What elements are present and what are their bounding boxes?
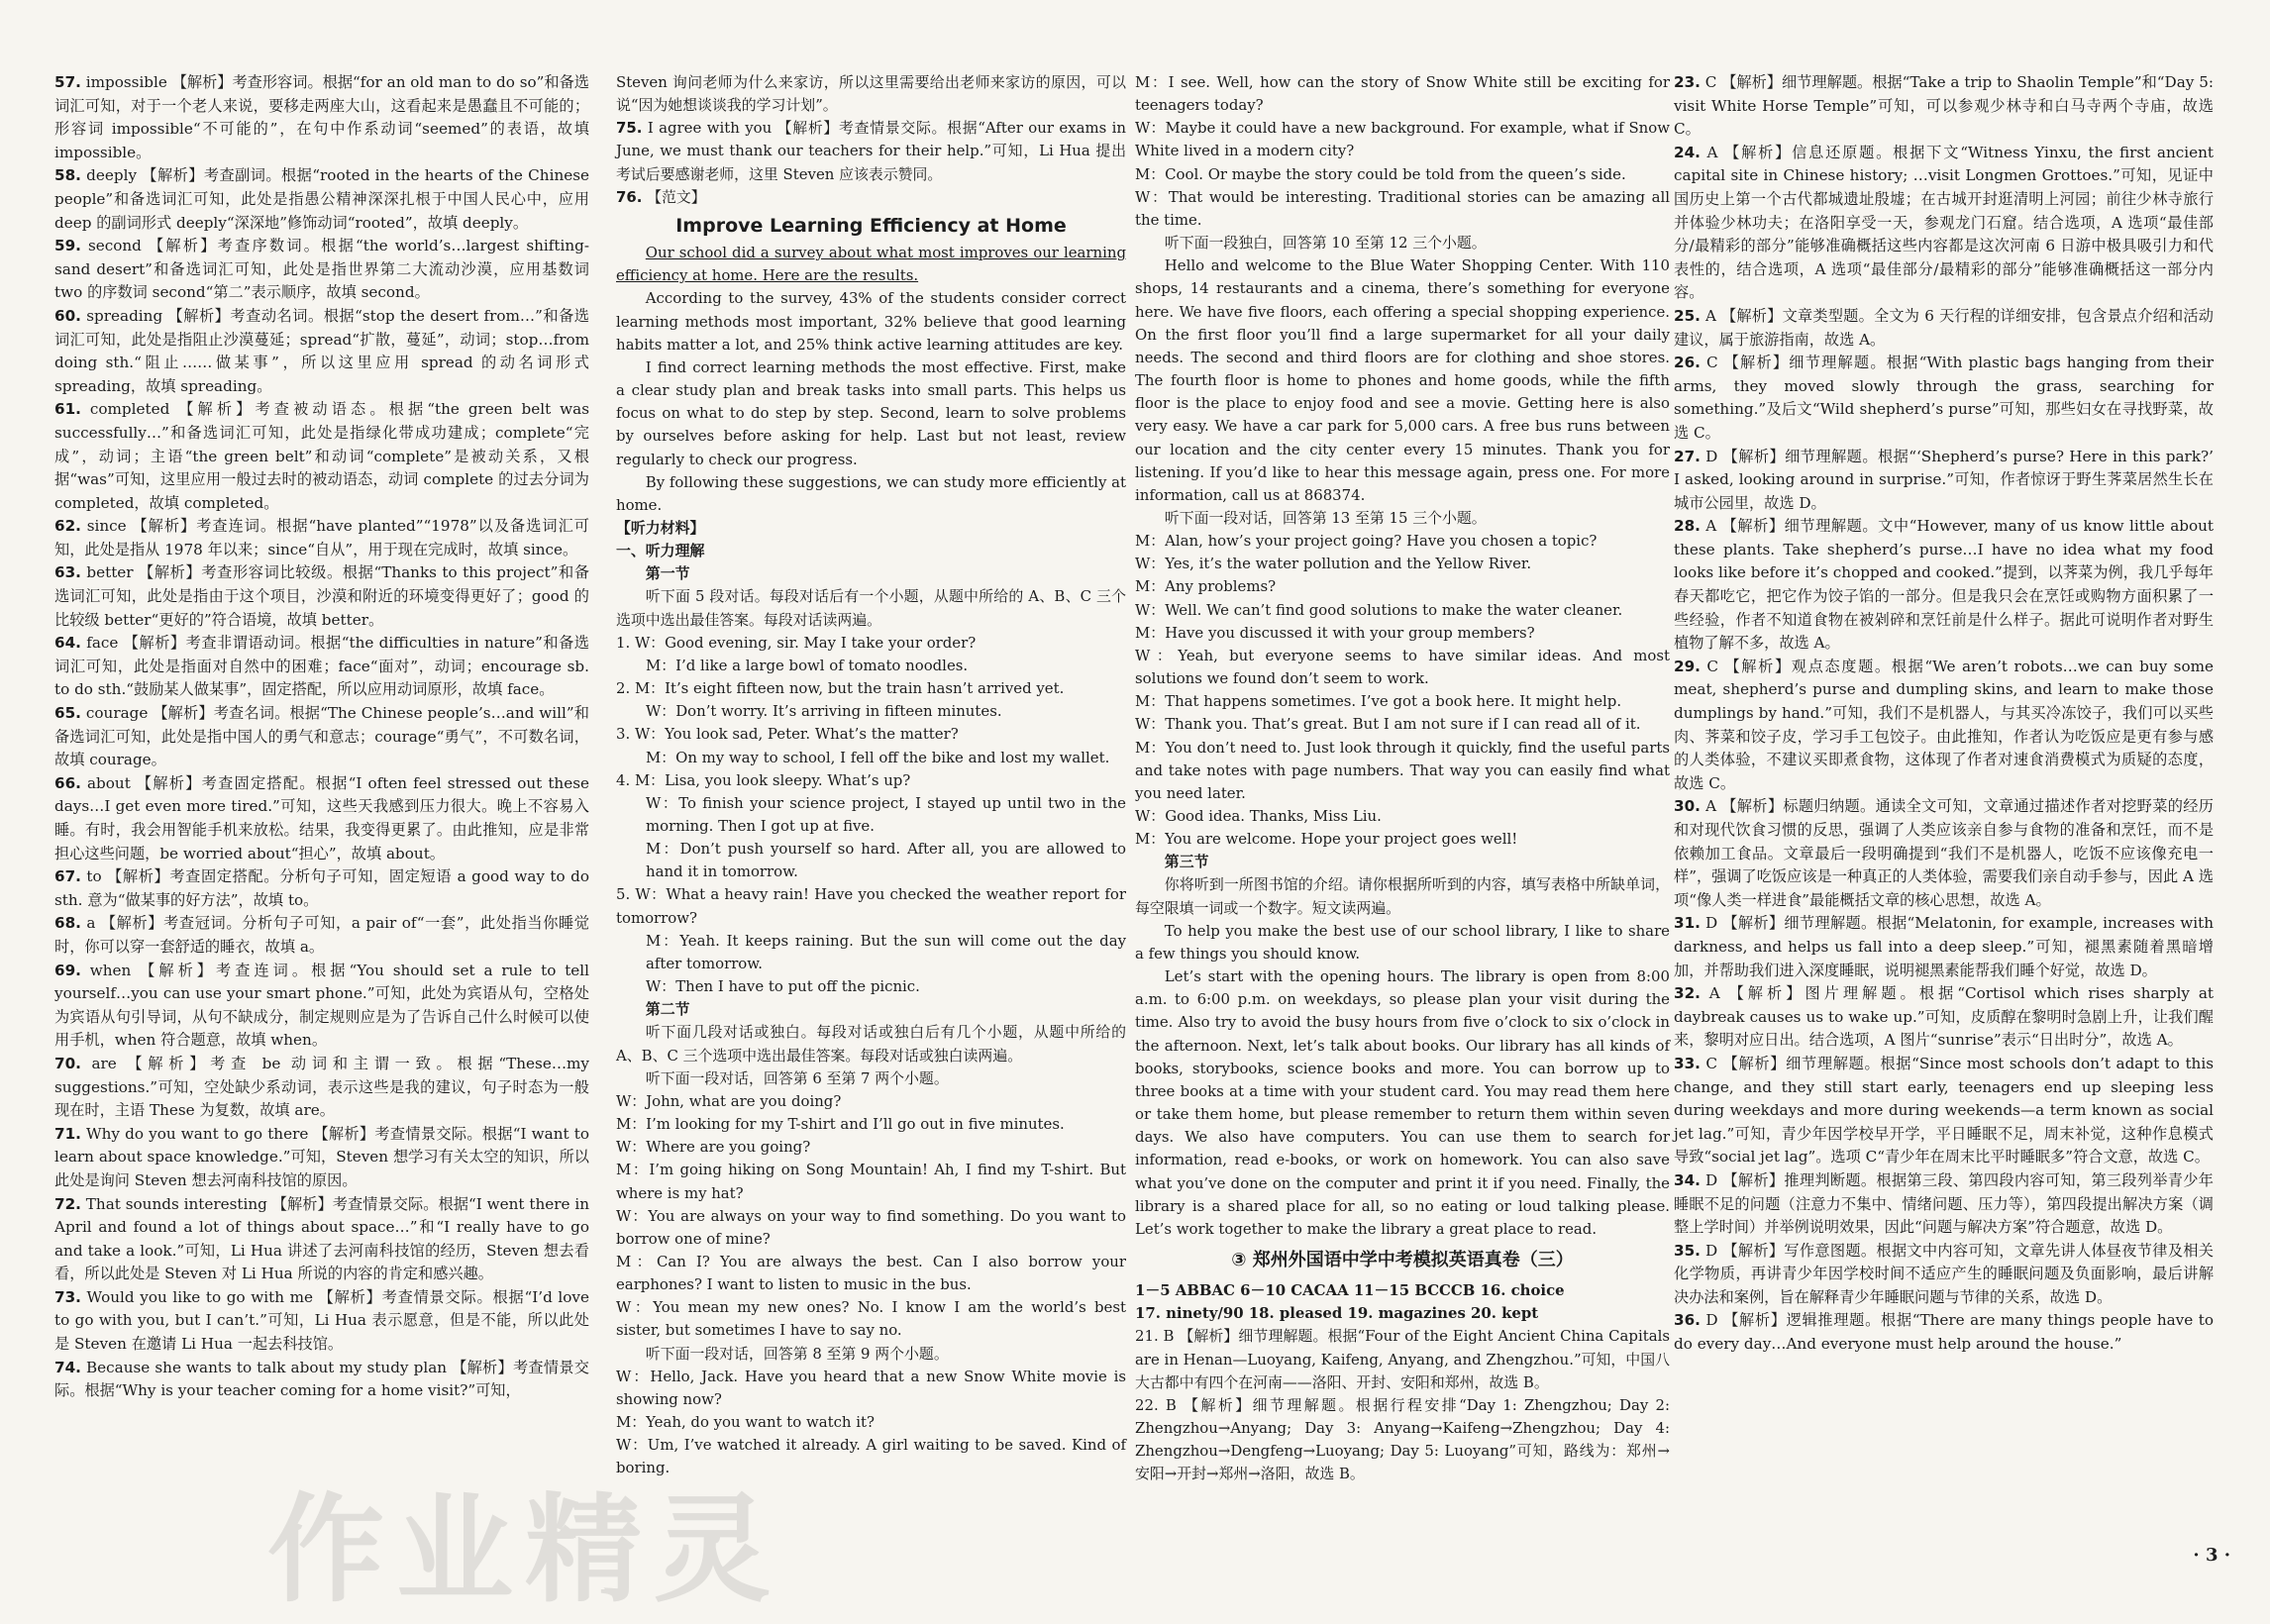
answer-text: C 【解析】细节理解题。根据“With plastic bags hanging from their arms, they moved slowly through the grass, searching for something.”及后文“Wild shepherd’s purse”可知，那些妇女在寻找野菜，故选 C。 xyxy=(1674,354,2214,442)
monologue-library-intro: To help you make the best use of our school library, I like to share a few things you should know. xyxy=(1135,921,1670,963)
dialog-line: W：John, what are you doing? xyxy=(616,1091,842,1110)
section-1-intro: 听下面 5 段对话。每段对话后有一个小题，从题中所给的 A、B、C 三个选项中选出最佳答案。每段对话读两遍。 xyxy=(616,587,1126,629)
answer-item xyxy=(54,235,589,305)
dialog-d1 xyxy=(616,632,1126,677)
answer-text: C 【解析】观点态度题。根据“We aren’t robots…we can buy some meat, shepherd’s purse and dumpling skins, and learn to make those dumplings by hand.”可知，我们不是机器人，与其买冷冻饺子，我们可以买些肉、荠菜和饺子皮，学习手工包饺子。由此推知，作者认为吃饭应是更有参与感的人类体验，不建议买即煮食物，这体现了作者对速食消费模式为质疑的态度，故选 C。 xyxy=(1674,657,2214,792)
answer-item xyxy=(1674,912,2214,982)
answer-21: 21. B 【解析】细节理解题。根据“Four of the Eight Ancient China Capitals are in Henan—Luoyang, Kaifeng, Anyang, and Zhengzhou.”可知，中国八大古都中有四个在河南——洛阳、开封、安阳和郑州，故选 B。 xyxy=(1135,1327,1670,1391)
answer-text: second 【解析】考查序数词。根据“the world’s…largest shifting-sand desert”和备选词汇可知，此处是指世界第二大流动沙漠，应用基数词 two 的序数词 second“第二”表示顺序，故填 second。 xyxy=(54,237,589,302)
question-number: 61. xyxy=(54,400,81,419)
essay-paragraph-3: I find correct learning methods the most effective. First, make a clear study plan and break tasks into small parts. This helps us focus on what to do step by step. Second, learn to solve problems by ourselves before asking for help. Last but not least, review regularly to check our progress. xyxy=(616,357,1126,468)
question-number: 62. xyxy=(54,517,81,536)
answer-item xyxy=(1674,446,2214,516)
answer-item xyxy=(54,772,589,865)
dialog-line: M：Don’t push yourself so hard. After all, you are allowed to hand it in tomorrow. xyxy=(646,840,1126,881)
section-2-heading: 第二节 xyxy=(645,1000,690,1019)
question-number: 57. xyxy=(54,73,81,91)
question-number: 74. xyxy=(54,1358,81,1376)
section-2-intro: 听下面几段对话或独白。每段对话或独白后有几个小题，从题中所给的 A、B、C 三个选项中选出最佳答案。每段对话或独白读两遍。 xyxy=(616,1023,1126,1065)
answer-text: A 【解析】文章类型题。全文为 6 天行程的详细安排，包含景点介绍和活动建议，属于旅游指南，故选 A。 xyxy=(1674,306,2214,349)
answer-item xyxy=(54,515,589,561)
q67-instruction: 听下面一段对话，回答第 6 至第 7 两个小题。 xyxy=(645,1068,949,1087)
dialog-line: M：I’m looking for my T-shirt and I’ll go out in five minutes. xyxy=(616,1115,1065,1134)
question-number: 63. xyxy=(54,563,81,582)
answer-item xyxy=(1674,795,2214,912)
essay-paragraph-4: By following these suggestions, we can study more efficiently at home. xyxy=(616,472,1126,514)
question-number: 29. xyxy=(1674,657,1701,675)
dialog-line: W：You mean my new ones? No. I know I am the world’s best sister, but sometimes I have to say no. xyxy=(616,1298,1126,1340)
dialog-line: M：Have you discussed it with your group members? xyxy=(1135,623,1535,642)
question-number: 34. xyxy=(1674,1170,1701,1189)
dialog-line: W：To finish your science project, I stayed up until two in the morning. Then I got up at five. xyxy=(646,793,1126,835)
essay-paragraph-2: According to the survey, 43% of the students consider correct learning methods most important, 32% believe that good learning habits matter a lot, and 25% think active learning attitudes are key. xyxy=(616,289,1126,354)
dialog-line: M：Yeah. It keeps raining. But the sun will come out the day after tomorrow. xyxy=(646,931,1126,972)
answer-item xyxy=(54,702,589,772)
question-number: 33. xyxy=(1674,1054,1701,1072)
answer-item xyxy=(54,1123,589,1193)
answer-item xyxy=(1674,982,2214,1053)
dialog-line: 2. M：It’s eight fifteen now, but the train hasn’t arrived yet. xyxy=(616,679,1065,698)
answer-22: 22. B 【解析】细节理解题。根据行程安排“Day 1: Zhengzhou; Day 2: Zhengzhou→Anyang; Day 3: Anyang→Kaifeng→Zhengzhou; Day 4: Zhengzhou→Dengfeng→Luoyang; Day 5: Luoyang”可知，路线为：郑州→安阳→开封→郑州→洛阳，故选 B。 xyxy=(1135,1395,1670,1483)
answer-item xyxy=(1674,142,2214,305)
dialog-line: M：I see. Well, how can the story of Snow White still be exciting for teenagers today? xyxy=(1135,73,1670,115)
question-number: 67. xyxy=(54,867,81,886)
dialog-line: M：Yeah, do you want to watch it? xyxy=(616,1413,875,1432)
question-number: 35. xyxy=(1674,1241,1701,1260)
answer-item xyxy=(616,71,1126,117)
dialog-line: W：Good idea. Thanks, Miss Liu. xyxy=(1135,807,1382,825)
q1012-instruction: 听下面一段独白，回答第 10 至第 12 三个小题。 xyxy=(1164,234,1487,253)
question-number: 28. xyxy=(1674,517,1701,536)
question-number: 36. xyxy=(1674,1311,1701,1330)
answer-text: impossible 【解析】考查形容词。根据“for an old man to do so”和备选词汇可知，对于一个老人来说，要移走两座大山，这看起来是愚蠢且不可能的；形容词 impossible“不可能的”，在句中作系动词“seemed”的表语，故填 impossible。 xyxy=(54,73,589,161)
column-3 xyxy=(1135,71,1670,1486)
dialog-line: W：Don’t worry. It’s arriving in fifteen minutes. xyxy=(646,702,1002,721)
answer-text: spreading 【解析】考查动名词。根据“stop the desert from…”和备选词汇可知，此处是指阻止沙漠蔓延；spread“扩散，蔓延”，动词；stop…from doing sth.“阻止……做某事”，所以这里应用 spread 的动名词形式 spreading，故填 spreading。 xyxy=(54,306,589,395)
dialog-line: W：Yes, it’s the water pollution and the Yellow River. xyxy=(1135,555,1532,573)
section-3-intro: 你将听到一所图书馆的介绍。请你根据所听到的内容，填写表格中所缺单词，每空限填一词或一个数字。短文读两遍。 xyxy=(1135,875,1670,917)
question-number: 32. xyxy=(1674,984,1701,1003)
dialog-line: W：Yeah, but everyone seems to have similar ideas. And most solutions we found don’t seem to work. xyxy=(1135,646,1670,688)
question-number: 60. xyxy=(54,306,81,325)
dialog-line: W：Hello, Jack. Have you heard that a new Snow White movie is showing now? xyxy=(616,1367,1126,1408)
answer-text: A 【解析】信息还原题。根据下文“Witness Yinxu, the first ancient capital site in Chinese history; …visit Longmen Grottoes.”可知，见证中国历史上第一个古代都城遗址殷墟；在古城开封逛清明上河园；前往少林寺旅行并体验少林功夫；在洛阳享受一天，参观龙门石窟。结合选项，A 选项“最佳部分/最精彩的部分”能够准确概括这些内容都是这次河南 6 日游中极具吸引力和代表性的，结合选项，A 选项“最佳部分/最精彩的部分”能够准确概括这一部分内容。 xyxy=(1674,143,2214,302)
dialog-line: M：Alan, how’s your project going? Have you chosen a topic? xyxy=(1135,532,1598,551)
answer-text: are 【解析】考查 be 动词和主谓一致。根据“These…my suggestions.”可知，空处缺少系动词，表示这些是我的建议，句子时态为一般现在时，主语 These 为复数，故填 are。 xyxy=(54,1054,589,1120)
answer-text: D 【解析】细节理解题。根据“‘Shepherd’s purse? Here in this park?’ I asked, looking around in surprise.”可知，作者惊讶于野生荠菜居然生长在城市公园里，故选 D。 xyxy=(1674,447,2214,512)
dialog-line: M：Any problems? xyxy=(1135,577,1277,596)
dialog-line: M：On my way to school, I fell off the bike and lost my wallet. xyxy=(646,748,1110,766)
answer-text: D 【解析】细节理解题。根据“Melatonin, for example, increases with darkness, and helps us fall into a deep sleep.”可知，褪黑素随着黑暗增加，并帮助我们进入深度睡眠，说明褪黑素能帮我们睡个好觉，故选 D。 xyxy=(1674,914,2214,979)
answer-item xyxy=(1674,305,2214,352)
dialog-line: W：Then I have to put off the picnic. xyxy=(646,977,920,996)
answer-item xyxy=(1674,352,2214,445)
answer-text: since 【解析】考查连词。根据“have planted”“1978”以及备选词汇可知，此处是指从 1978 年以来；since“自从”，用于现在完成时，故填 since。 xyxy=(54,517,589,558)
dialog-line: W：Maybe it could have a new background. For example, what if Snow White lived in a modern city? xyxy=(1135,119,1670,160)
dialog-line: W：Um, I’ve watched it already. A girl waiting to be saved. Kind of boring. xyxy=(616,1436,1126,1477)
question-number: 75. xyxy=(616,119,643,138)
answer-text: D 【解析】写作意图题。根据文中内容可知，文章先讲人体昼夜节律及相关化学物质，再讲青少年因学校时间不适应产生的睡眠问题及负面影响，最后讲解决办法和案例，旨在解释青少年睡眠问题与节律的关系，故选 D。 xyxy=(1674,1241,2214,1306)
question-number: 58. xyxy=(54,166,81,185)
question-number: 73. xyxy=(54,1287,81,1306)
question-number: 31. xyxy=(1674,914,1701,933)
question-number: 30. xyxy=(1674,797,1701,816)
column-2 xyxy=(616,71,1126,1480)
dialog-line: 3. W：You look sad, Peter. What’s the matter? xyxy=(616,725,959,744)
question-number: 71. xyxy=(54,1124,81,1143)
dialog-line: W：Well. We can’t find good solutions to make the water cleaner. xyxy=(1135,600,1623,619)
answer-item xyxy=(54,912,589,959)
dialog-d3 xyxy=(616,723,1126,768)
dialog-d2 xyxy=(616,677,1126,723)
dialog-line: M：You are welcome. Hope your project goes well! xyxy=(1135,830,1518,849)
answer-text: about 【解析】考查固定搭配。根据“I often feel stressed out these days…I get even more tired.”可知，这些天我感到压力很大。晚上不容易入睡。有时，我会用智能手机来放松。结果，我变得更累了。由此推知，应是非常担心这些问题，be worried about“担心”，故填 about。 xyxy=(54,773,589,863)
answer-item xyxy=(1674,1053,2214,1169)
answer-item xyxy=(616,117,1126,185)
question-number: 25. xyxy=(1674,306,1701,325)
answer-text: I agree with you 【解析】考查情景交际。根据“After our exams in June, we must thank our teachers for their help.”可知，Li Hua 提出考试后要感谢老师，这里 Steven 应该表示赞同。 xyxy=(616,119,1126,183)
dialog-line: W：Thank you. That’s great. But I am not sure if I can read all of it. xyxy=(1135,715,1641,734)
answer-text: C 【解析】细节理解题。根据“Since most schools don’t adapt to this change, and they still start early, teenagers end up sleeping less during weekdays and more during weekends—a term known as social jet lag.”可知，青少年因学校早开学，平日睡眠不足，周末补觉，这种作息模式导致“social jet lag”。选项 C“青少年在周末比平时睡眠多”符合文意，故选 C。 xyxy=(1674,1054,2214,1167)
answer-item xyxy=(1674,1309,2214,1356)
answer-item xyxy=(54,960,589,1053)
answer-text: Why do you want to go there 【解析】考查情景交际。根据“I want to learn about space knowledge.”可知，Steven 想学习有关太空的知识，所以此处是询问 Steven 想去河南科技馆的原因。 xyxy=(54,1124,589,1189)
dialog-line: W：That would be interesting. Traditional stories can be amazing all the time. xyxy=(1135,187,1670,229)
question-number: 59. xyxy=(54,237,81,255)
question-number: 26. xyxy=(1674,354,1701,372)
dialog-line: W：Where are you going? xyxy=(616,1138,811,1157)
answer-item xyxy=(1674,1169,2214,1240)
q1315-instruction: 听下面一段对话，回答第 13 至第 15 三个小题。 xyxy=(1164,508,1487,527)
column-4 xyxy=(1674,71,2214,1357)
question-number: 76. xyxy=(616,187,643,206)
question-number: 72. xyxy=(54,1194,81,1213)
answer-item xyxy=(54,1053,589,1123)
answer-text: courage 【解析】考查名词。根据“The Chinese people’s…and will”和备选词汇可知，此处是指中国人的勇气和意志；courage“勇气”，不可数名词，故填 courage。 xyxy=(54,704,589,769)
question-number: 70. xyxy=(54,1054,81,1072)
answer-item xyxy=(54,305,589,398)
question-number: 66. xyxy=(54,773,81,792)
essay-title: Improve Learning Efficiency at Home xyxy=(675,214,1067,237)
answer-text: 【范文】 xyxy=(642,187,706,206)
answer-text: to 【解析】考查固定搭配。分析句子可知，固定短语 a good way to do sth. 意为“做某事的好方法”，故填 to。 xyxy=(54,867,589,909)
question-number: 64. xyxy=(54,634,81,653)
answer-item xyxy=(616,186,1126,209)
dialog-line: 5. W：What a heavy rain! Have you checked the weather report for tomorrow? xyxy=(616,885,1126,927)
answer-text: That sounds interesting 【解析】考查情景交际。根据“I went there in April and found a lot of things about space…”和“I really have to go and take a look.”可知，Li Hua 讲述了去河南科技馆的经历，Steven 想去看看，所以此处是 Steven 对 Li Hua 所说的内容的肯定和感兴趣。 xyxy=(54,1194,589,1283)
dialog-line: M：You don’t need to. Just look through it quickly, find the useful parts and take notes with page numbers. That way you can easily find what you need later. xyxy=(1135,738,1670,802)
dialog-line: M：That happens sometimes. I’ve got a book here. It might help. xyxy=(1135,692,1622,711)
dialog-line: M：I’m going hiking on Song Mountain! Ah, I find my T-shirt. But where is my hat? xyxy=(616,1161,1126,1202)
answer-text: C 【解析】细节理解题。根据“Take a trip to Shaolin Temple”和“Day 5: visit White Horse Temple”可知，可以参观少林寺和白马寺两个寺庙，故选 C。 xyxy=(1674,73,2214,139)
dialog-line: M：I’d like a large bowl of tomato noodles. xyxy=(646,656,969,674)
question-number: 69. xyxy=(54,961,81,979)
answer-item xyxy=(1674,1240,2214,1310)
question-number: 24. xyxy=(1674,143,1701,161)
essay-paragraph-1: Our school did a survey about what most improves our learning efficiency at home. Here are the results. xyxy=(616,244,1126,285)
answer-item xyxy=(1674,71,2214,142)
answer-text: face 【解析】考查非谓语动词。根据“the difficulties in nature”和备选词汇可知，此处是指面对自然中的困难；face“面对”，动词；encourage sb. to do sth.“鼓励某人做某事”，固定搭配，所以应用动词原形，故填 face。 xyxy=(54,634,589,699)
answer-text: Steven 询问老师为什么来家访，所以这里需要给出老师来家访的原因，可以说“因为她想谈谈我的学习计划”。 xyxy=(616,73,1126,115)
answer-text: completed 【解析】考查被动语态。根据“the green belt was successfully…”和备选词汇可知，此处是指绿化带成功建成；complete“完成”，动词；主语“the green belt”和动词“complete”是被动关系，又根据“was”可知，这里应用一般过去时的被动语态，动词 complete 的过去分词为 completed，故填 completed。 xyxy=(54,400,589,512)
dialog-line: 4. M：Lisa, you look sleepy. What’s up? xyxy=(616,770,911,789)
answer-item xyxy=(54,71,589,164)
question-number: 65. xyxy=(54,704,81,723)
column-1 xyxy=(54,71,589,1403)
answer-item xyxy=(54,561,589,632)
answer-text: when 【解析】考查连词。根据“You should set a rule to tell yourself…you can use your smart phone.”可知，此处为宾语从句，空格处为宾语从句引导词，从句不缺成分，制定规则应是为了告诉自己什么时候可以使用手机，when 符合题意，故填 when。 xyxy=(54,961,589,1050)
answer-text: A 【解析】标题归纳题。通读全文可知，文章通过描述作者对挖野菜的经历和对现代饮食习惯的反思，强调了人类应该亲自参与食物的准备和烹饪，而不是依赖加工食品。文章最后一段明确提到“我们不是机器人，吃饭不应该像充电一样”，强调了吃饭应该是一种真正的人类体验，需要我们亲自动手参与，因此 A 选项“像人类一样进食”最能概括文章的核心思想，故选 A。 xyxy=(1674,797,2214,909)
question-number: 27. xyxy=(1674,447,1701,465)
answer-item xyxy=(1674,656,2214,796)
answer-text: better 【解析】考查形容词比较级。根据“Thanks to this project”和备选词汇可知，此处是指由于这个项目，沙漠和附近的环境变得更好了；good 的比较级 better“更好的”符合语境，故填 better。 xyxy=(54,563,589,629)
answer-text: Would you like to go with me 【解析】考查情景交际。根据“I’d love to go with you, but I can’t.”可知，Li Hua 表示愿意，但是不能，所以此处是 Steven 在邀请 Li Hua 一起去科技馆。 xyxy=(54,1287,589,1354)
answers-row-1: 1－5 ABBAC 6－10 CACAA 11－15 BCCCB 16. choice xyxy=(1135,1281,1565,1300)
watermark-logo: 作业精灵 xyxy=(267,1481,783,1618)
q89-instruction: 听下面一段对话，回答第 8 至第 9 两个小题。 xyxy=(645,1344,949,1363)
dialog-line: M：Can I? You are always the best. Can I also borrow your earphones? I want to listen to music in the bus. xyxy=(616,1252,1126,1294)
answer-item xyxy=(54,398,589,515)
question-number: 68. xyxy=(54,914,81,933)
answer-item xyxy=(54,865,589,912)
answer-item xyxy=(54,1357,589,1403)
answer-item xyxy=(54,1286,589,1357)
answers-row-2: 17. ninety/90 18. pleased 19. magazines 20. kept xyxy=(1135,1304,1539,1323)
answer-item xyxy=(54,164,589,235)
section-1-heading: 第一节 xyxy=(645,564,690,583)
answer-item xyxy=(54,1193,589,1286)
monologue-shopping: Hello and welcome to the Blue Water Shopping Center. With 110 shops, 14 restaurants and a cinema, there’s something for everyone here. We have five floors, each offering a special shopping experience. On the first floor you’ll find a large supermarket for all your daily needs. The second and third floors are for clothing and shoe stores. The fourth floor is home to phones and home goods, while the fifth floor is the place to enjoy food and see a movie. Getting here is also very easy. We have a car park for 5,000 cars. A free bus runs between our location and the city center every 15 minutes. Thank you for listening. If you’d like to hear this message again, press one. For more information, call us at 868374. xyxy=(1135,256,1670,504)
answer-text: Because she wants to talk about my study plan 【解析】考查情景交际。根据“Why is your teacher coming for a home visit?”可知， xyxy=(54,1358,589,1400)
section-3-heading: 第三节 xyxy=(1164,853,1209,871)
answer-item xyxy=(54,632,589,702)
dialog-d5 xyxy=(616,883,1126,998)
answer-text: a 【解析】考查冠词。分析句子可知，a pair of“一套”，此处指当你睡觉时，你可以穿一套舒适的睡衣，故填 a。 xyxy=(54,914,589,956)
listening-heading: 【听力材料】 xyxy=(616,518,705,537)
dialog-line: W：You are always on your way to find something. Do you want to borrow one of mine? xyxy=(616,1206,1126,1248)
answer-text: A 【解析】图片理解题。根据“Cortisol which rises sharply at daybreak causes us to wake up.”可知，皮质醇在黎明时急剧上升，让我们醒来，黎明对应日出。结合选项，A 图片“sunrise”表示“日出时分”，故选 A。 xyxy=(1674,984,2214,1050)
dialog-d4 xyxy=(616,769,1126,884)
monologue-library: Let’s start with the opening hours. The library is open from 8:00 a.m. to 6:00 p.m. on weekdays, so please plan your visit during the time. Also try to avoid the busy hours from five o’clock to six o’clock in the afternoon. Next, let’s talk about books. Our library has all kinds of books, storybooks, science books and more. You can borrow up to three books at a time with your student card. You may read them here or take them home, but please remember to return them within seven days. We also have computers. You can use them to search for information, read e-books, or work on homework. You can also save what you’ve done on the computer and print it if you need. Finally, the library is a shared place for all, so no eating or loud talking please. Let’s work together to make the library a great place to read. xyxy=(1135,967,1670,1238)
listening-part-heading: 一、听力理解 xyxy=(616,542,705,560)
answer-text: D 【解析】推理判断题。根据第三段、第四段内容可知，第三段列举青少年睡眠不足的问题（注意力不集中、情绪问题、压力等），第四段提出解决方案（调整上学时间）并举例说明效果，因此“问题与解决方案”符合题意，故选 D。 xyxy=(1674,1170,2214,1237)
answer-text: D 【解析】逻辑推理题。根据“There are many things people have to do every day…And everyone must help around the house.” xyxy=(1674,1311,2214,1354)
question-number: 23. xyxy=(1674,73,1701,91)
exam-3-title: ③ 郑州外国语中学中考模拟英语真卷（三） xyxy=(1231,1249,1574,1270)
dialog-line: 1. W：Good evening, sir. May I take your order? xyxy=(616,633,977,652)
answer-item xyxy=(1674,515,2214,656)
answer-text: A 【解析】细节理解题。文中“However, many of us know little about these plants. Take shepherd’s purse…I have no idea what my food looks like before it’s chopped and cooked.”提到，以荠菜为例，我几乎每年春天都吃它，把它作为饺子馅的一部分。但是我只会在烹饪或购物方面积累了一些经验，作者不知道食物在被剁碎和烹饪前是什么样子。据此可说明作者对野生植物了解不多，故选 A。 xyxy=(1674,517,2214,653)
dialog-line: M：Cool. Or maybe the story could be told from the queen’s side. xyxy=(1135,164,1626,183)
answer-text: deeply 【解析】考查副词。根据“rooted in the hearts of the Chinese people”和备选词汇可知，此处是指愚公精神深深扎根于中国人民心中，应用 deep 的副词形式 deeply“深深地”修饰动词“rooted”，故填 deeply。 xyxy=(54,166,589,232)
page-number: · 3 · xyxy=(2193,1545,2230,1566)
